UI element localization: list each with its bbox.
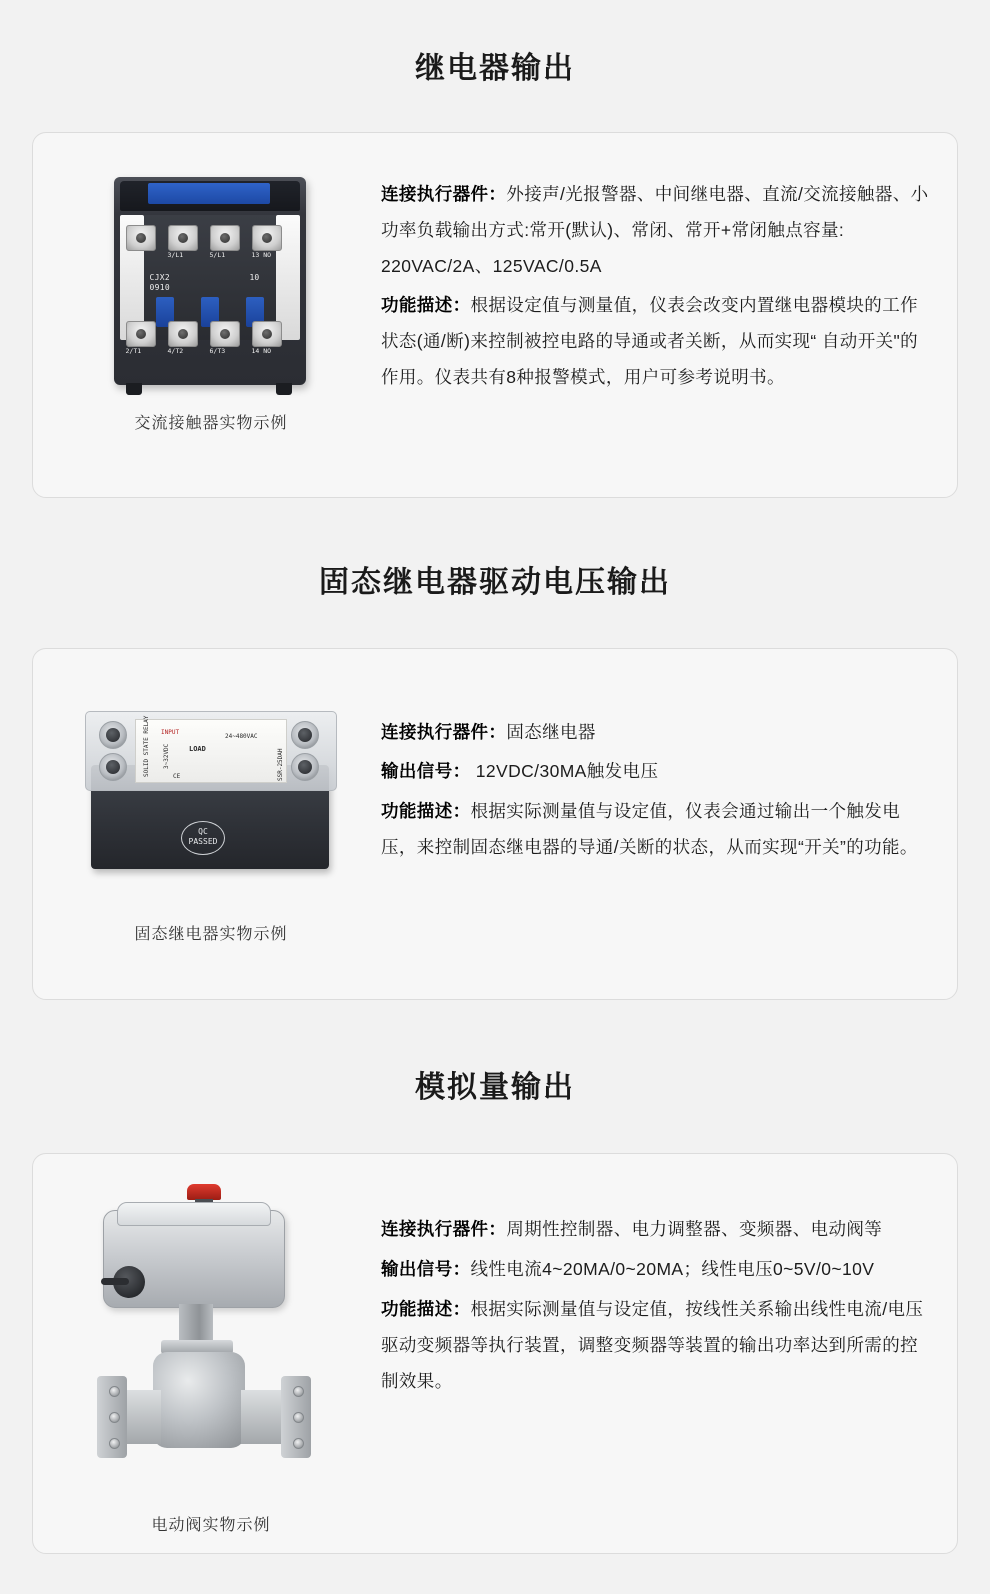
valve-indicator-cap [187, 1184, 221, 1200]
contactor-terminal-top-2 [168, 225, 198, 251]
text-ssr-function: 根据实际测量值与设定值，仪表会通过输出一个触发电压，来控制固态继电器的导通/关断的状态，从而实现“开关”的功能。 [381, 801, 918, 858]
section-card-relay-output [32, 132, 958, 498]
valve-actuator-top-cover [117, 1202, 271, 1226]
body-text-relay-output [371, 151, 931, 400]
caption-electric-valve: 电动阀实物示例 [151, 1517, 271, 1535]
media-ac-contactor [51, 151, 371, 433]
contactor-terminal-bottom-4 [252, 321, 282, 347]
ssr-screw-2 [99, 753, 127, 781]
valve-manual-lever [101, 1278, 129, 1285]
ssr-model-text: SSR-25DAH [277, 748, 284, 781]
contactor-terminal-bottom-3 [210, 321, 240, 347]
contactor-pin-top-3: 5/L1 [209, 250, 226, 259]
paragraph-analog-devices [381, 1212, 931, 1248]
ssr-qc-stamp [181, 821, 225, 855]
contactor-foot-left [126, 383, 142, 395]
text-ssr-devices: 固态继电器 [506, 721, 596, 742]
contactor-pin-bottom-4: 14 NO [251, 346, 272, 355]
ssr-label-plate [135, 719, 287, 783]
paragraph-ssr-devices [381, 715, 931, 751]
lead-ssr-signal: 输出信号： [381, 761, 471, 782]
text-analog-devices: 周期性控制器、电力调整器、变频器、电动阀等 [506, 1219, 883, 1240]
ssr-ce-mark: CE [173, 772, 181, 780]
lead-analog-function: 功能描述： [381, 1299, 471, 1320]
solid-state-relay-illustration [77, 693, 345, 881]
ssr-output-range-text: 24~480VAC [225, 732, 258, 740]
ssr-input-range-text: 3~32VDC [163, 743, 170, 769]
contactor-terminal-top-3 [210, 225, 240, 251]
valve-ball-body [153, 1352, 245, 1448]
contactor-blue-bar [148, 183, 270, 204]
contactor-terminal-top-1 [126, 225, 156, 251]
section-title-ssr-output: 固态继电器驱动电压输出 [319, 565, 671, 599]
media-solid-state-relay [51, 667, 371, 944]
lead-analog-signal: 输出信号： [381, 1259, 471, 1280]
valve-pipe-left [121, 1390, 161, 1444]
paragraph-relay-devices [381, 177, 931, 285]
contactor-pin-bottom-1: 2/T1 [125, 346, 142, 355]
lead-analog-devices: 连接执行器件： [381, 1219, 507, 1240]
paragraph-ssr-function [381, 794, 931, 866]
contactor-model-label [150, 273, 170, 293]
ssr-screw-4 [291, 753, 319, 781]
contactor-side-code: 10 [249, 272, 260, 282]
contactor-pin-top-4: 13 NO [251, 250, 272, 259]
contactor-model-line2: 0910 [149, 282, 170, 292]
contactor-terminal-bottom-2 [168, 321, 198, 347]
paragraph-relay-function [381, 288, 931, 396]
media-electric-valve [51, 1172, 371, 1535]
lead-ssr-devices: 连接执行器件： [381, 721, 507, 742]
caption-ac-contactor: 交流接触器实物示例 [134, 414, 288, 432]
ssr-qc-line2: PASSED [188, 836, 218, 846]
ssr-qc-line1: QC [198, 826, 208, 836]
section-card-ssr-output [32, 648, 958, 1000]
ac-contactor-illustration [104, 169, 319, 394]
valve-pipe-right [241, 1390, 283, 1444]
lead-ssr-function: 功能描述： [381, 801, 471, 822]
paragraph-analog-function [381, 1292, 931, 1400]
contactor-pin-top-1: 1/L1 [125, 250, 142, 259]
ssr-load-text: LOAD [189, 744, 206, 753]
paragraph-ssr-signal [381, 754, 931, 790]
electric-valve-illustration [61, 1180, 361, 1486]
text-ssr-signal: 12VDC/30MA触发电压 [470, 761, 659, 782]
ssr-screw-3 [291, 721, 319, 749]
text-relay-function: 根据设定值与测量值，仪表会改变内置继电器模块的工作状态(通/断)来控制被控电路的导通或者关断，从而实现“ 自动开关"的作用。仪表共有8种报警模式，用户可参考说明书。 [381, 295, 919, 388]
caption-solid-state-relay: 固态继电器实物示例 [134, 925, 288, 943]
body-text-analog-output [371, 1172, 931, 1403]
paragraph-analog-signal [381, 1252, 931, 1288]
contactor-pin-top-2: 3/L1 [167, 250, 184, 259]
contactor-pin-bottom-2: 4/T2 [167, 346, 184, 355]
document-page [0, 25, 990, 1594]
text-relay-devices: 外接声/光报警器、中间继电器、直流/交流接触器、小功率负载输出方式:常开(默认)、常闭、常开+常闭触点容量: 220VAC/2A、125VAC/0.5A [381, 183, 929, 276]
section-card-analog-output [32, 1153, 958, 1554]
ssr-brand-text: SOLID STATE RELAY [143, 715, 150, 777]
body-text-ssr-output [371, 667, 931, 871]
text-analog-function: 根据实际测量值与设定值，按线性关系输出线性电流/电压驱动变频器等执行装置，调整变频器等装置的输出功率达到所需的控制效果。 [381, 1299, 924, 1391]
section-title-relay-output: 继电器输出 [415, 51, 575, 85]
lead-relay-devices: 连接执行器件： [381, 183, 507, 204]
contactor-foot-right [276, 383, 292, 395]
contactor-terminal-top-4 [252, 225, 282, 251]
lead-relay-function: 功能描述： [381, 295, 471, 316]
contactor-terminal-bottom-1 [126, 321, 156, 347]
ssr-screw-1 [99, 721, 127, 749]
contactor-pin-bottom-3: 6/T3 [209, 346, 226, 355]
text-analog-signal: 线性电流4~20MA/0~20MA；线性电压0~5V/0~10V [470, 1259, 875, 1280]
section-title-analog-output: 模拟量输出 [415, 1071, 575, 1105]
contactor-model-line1: CJX2 [149, 272, 170, 282]
ssr-input-text: INPUT [161, 728, 180, 736]
